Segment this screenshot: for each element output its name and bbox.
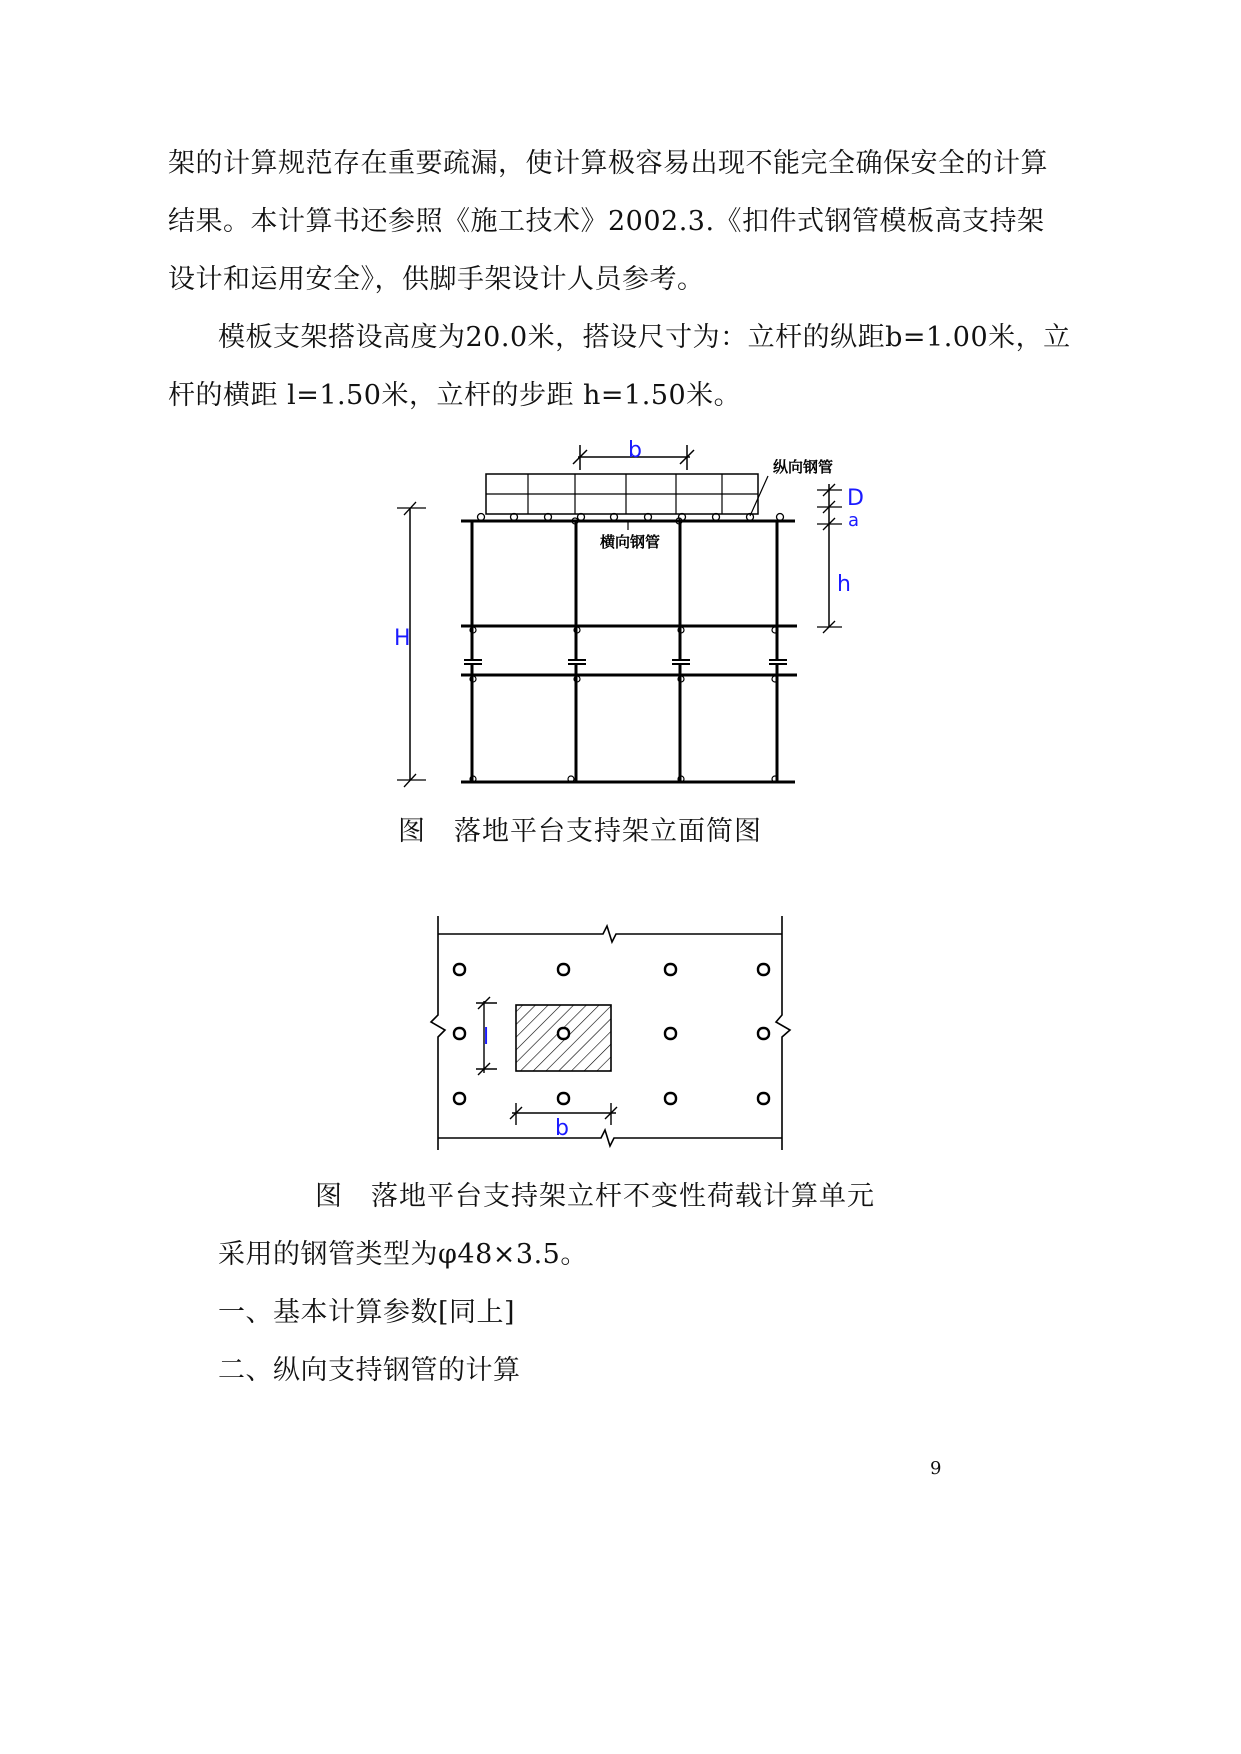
fig1-label-longitudinal-tube: 纵向钢管	[773, 458, 834, 476]
paragraph-2-line-1: 模板支架搭设高度为20.0米，搭设尺寸为：立杆的纵距b=1.00米，立	[218, 322, 1071, 353]
paragraph-1-line-2: 结果。本计算书还参照《施工技术》2002.3.《扣件式钢管模板高支持架	[168, 206, 1045, 237]
fig1-label-D: D	[847, 486, 864, 511]
paragraph-1-line-3: 设计和运用安全》，供脚手架设计人员参考。	[168, 264, 705, 295]
fig1-label-transverse-tube: 横向钢管	[600, 533, 661, 551]
fig1-label-H: H	[394, 626, 411, 651]
fig2-label-l: l	[483, 1025, 490, 1050]
fig1-label-b: b	[628, 438, 642, 463]
fig1-label-a: a	[848, 510, 860, 531]
elevation-diagram	[380, 430, 864, 800]
figure-1-caption: 图 落地平台支持架立面简图	[398, 816, 762, 847]
paragraph-1-line-1: 架的计算规范存在重要疏漏，使计算极容易出现不能完全确保安全的计算	[168, 148, 1048, 179]
section-heading-2: 二、纵向支持钢管的计算	[218, 1355, 521, 1386]
plan-diagram	[425, 905, 795, 1160]
page-number: 9	[930, 1458, 942, 1479]
fig2-label-b: b	[555, 1116, 569, 1141]
section-heading-1: 一、基本计算参数[同上]	[218, 1297, 516, 1328]
paragraph-3: 采用的钢管类型为φ48×3.5。	[218, 1239, 588, 1270]
figure-2-caption: 图 落地平台支持架立杆不变性荷载计算单元	[315, 1181, 875, 1212]
fig1-label-h: h	[837, 572, 851, 597]
paragraph-2-line-2: 杆的横距 l=1.50米，立杆的步距 h=1.50米。	[168, 380, 742, 411]
